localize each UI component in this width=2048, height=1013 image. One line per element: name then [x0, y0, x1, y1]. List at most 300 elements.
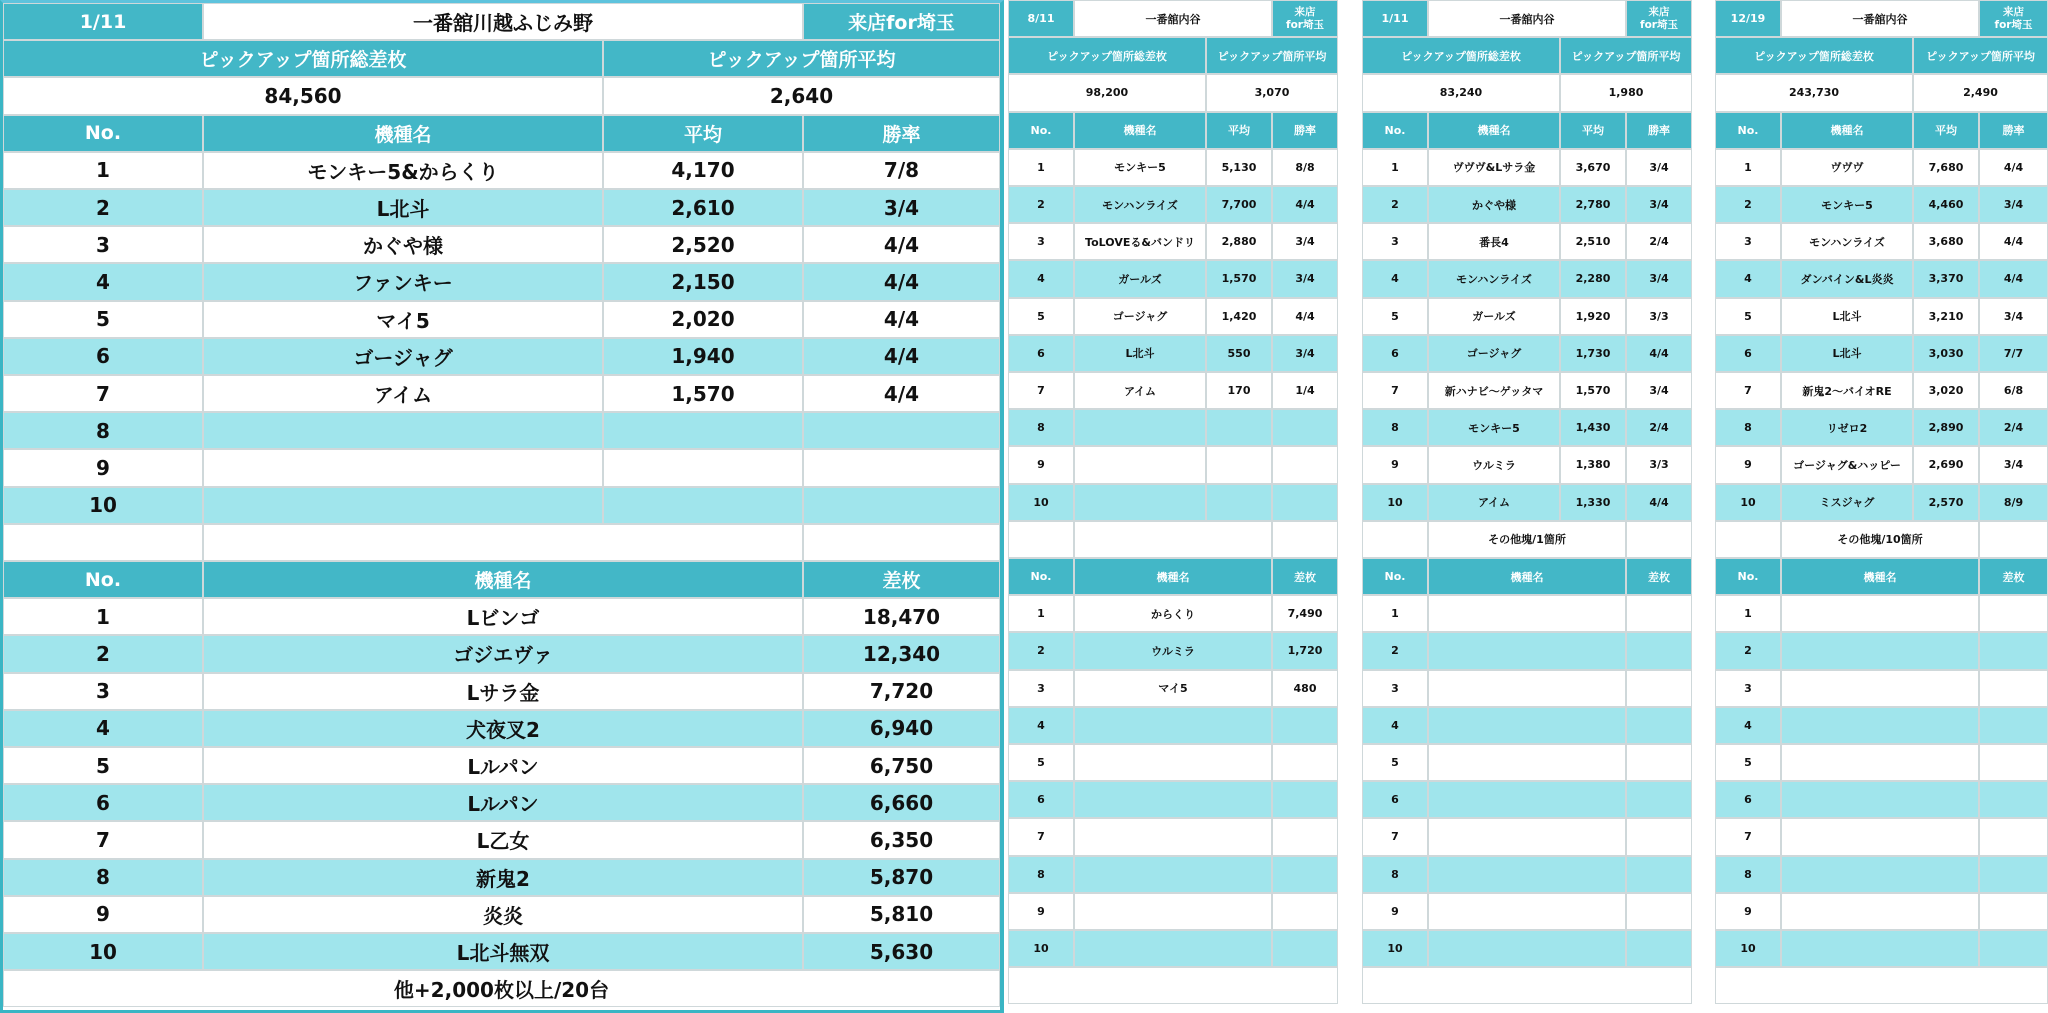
top-row-no: 9: [1362, 893, 1428, 930]
pickup-row-average: 3,030: [1913, 335, 1979, 372]
pickup-row-model: モンハンライズ: [1781, 223, 1913, 260]
pickup-header-average: 平均: [1560, 112, 1626, 149]
pickup-row-no: 2: [3, 189, 203, 226]
top-header-model: 機種名: [1074, 558, 1272, 595]
top-row-no: 6: [1362, 781, 1428, 818]
pickup-row-average: 2,020: [603, 301, 803, 338]
pickup-row-average: 1,940: [603, 338, 803, 375]
side-store-panel-3: [1715, 0, 2048, 1013]
pickup-row-no: 2: [1362, 186, 1428, 223]
top-row-diff: [1626, 670, 1692, 707]
pickup-row-model: リゼロ2: [1781, 409, 1913, 446]
top-row-no: 6: [1008, 781, 1074, 818]
pickup-row-average: 2,570: [1913, 484, 1979, 521]
top-row-diff: 18,470: [803, 598, 1000, 635]
pickup-row-model: 新鬼2～バイオRE: [1781, 372, 1913, 409]
top-header-diff: 差枚: [1272, 558, 1338, 595]
top-row-no: 10: [3, 933, 203, 970]
pickup-row-no: 4: [3, 263, 203, 300]
pickup-row-model: モンキー5: [1074, 149, 1206, 186]
top-row-model: [1074, 781, 1272, 818]
spacer-cell: [1626, 521, 1692, 558]
top-row-diff: [1626, 595, 1692, 632]
pickup-row-model: マイ5: [203, 301, 603, 338]
pickup-row-no: 4: [1008, 260, 1074, 297]
pickup-row-winrate: [1272, 446, 1338, 483]
top-header-diff: 差枚: [803, 561, 1000, 598]
top-header-model: 機種名: [1781, 558, 1979, 595]
footer-note: 他+2,000枚以上/20台: [3, 970, 1000, 1007]
pickup-header-no: No.: [3, 115, 203, 152]
pickup-row-average: 550: [1206, 335, 1272, 372]
summary-avg-header: ピックアップ箇所平均: [1913, 37, 2048, 74]
pickup-header-no: No.: [1008, 112, 1074, 149]
pickup-row-no: 10: [1362, 484, 1428, 521]
pickup-row-average: 2,780: [1560, 186, 1626, 223]
other-note: [1074, 521, 1272, 558]
top-row-model: [1074, 818, 1272, 855]
pickup-row-no: 10: [1008, 484, 1074, 521]
pickup-row-no: 5: [3, 301, 203, 338]
pickup-row-average: [603, 449, 803, 486]
pickup-row-winrate: 8/8: [1272, 149, 1338, 186]
top-row-model: 新鬼2: [203, 859, 803, 896]
top-row-diff: 7,490: [1272, 595, 1338, 632]
pickup-row-winrate: 7/8: [803, 152, 1000, 189]
top-row-diff: [1626, 744, 1692, 781]
pickup-row-winrate: 3/3: [1626, 298, 1692, 335]
top-row-no: 1: [1008, 595, 1074, 632]
top-row-model: [1428, 856, 1626, 893]
pickup-row-model: ガールズ: [1074, 260, 1206, 297]
top-row-diff: [1979, 818, 2048, 855]
pickup-row-no: 3: [1008, 223, 1074, 260]
top-row-no: 5: [3, 747, 203, 784]
spacer-cell: [1979, 521, 2048, 558]
pickup-row-model: ウルミラ: [1428, 446, 1560, 483]
top-row-diff: 5,810: [803, 896, 1000, 933]
pickup-row-model: [1074, 484, 1206, 521]
pickup-row-no: 3: [3, 226, 203, 263]
top-row-model: L北斗無双: [203, 933, 803, 970]
pickup-row-average: 7,700: [1206, 186, 1272, 223]
top-row-no: 10: [1715, 930, 1781, 967]
pickup-row-no: 9: [1715, 446, 1781, 483]
pickup-row-average: 2,150: [603, 263, 803, 300]
pickup-row-model: ゴージャグ&ハッピー: [1781, 446, 1913, 483]
pickup-row-average: 3,210: [1913, 298, 1979, 335]
pickup-row-average: 1,570: [603, 375, 803, 412]
top-header-model: 機種名: [203, 561, 803, 598]
top-row-no: 7: [1715, 818, 1781, 855]
top-row-no: 6: [1715, 781, 1781, 818]
top-row-model: 炎炎: [203, 896, 803, 933]
top-row-no: 8: [1362, 856, 1428, 893]
top-row-no: 4: [1362, 707, 1428, 744]
top-row-model: [1781, 595, 1979, 632]
pickup-row-model: モンキー5: [1781, 186, 1913, 223]
top-header-no: No.: [3, 561, 203, 598]
top-row-diff: [1979, 707, 2048, 744]
top-row-diff: [1979, 595, 2048, 632]
pickup-row-no: 6: [1715, 335, 1781, 372]
top-row-model: ゴジエヴァ: [203, 635, 803, 672]
top-row-no: 2: [1362, 632, 1428, 669]
footer-empty: [1362, 967, 1692, 1004]
pickup-row-model: ファンキー: [203, 263, 603, 300]
pickup-row-model: ダンバイン&L炎炎: [1781, 260, 1913, 297]
top-row-diff: [1979, 781, 2048, 818]
side-store-panel-2: [1362, 0, 1692, 1013]
pickup-row-winrate: 3/3: [1626, 446, 1692, 483]
summary-avg-header: ピックアップ箇所平均: [1206, 37, 1338, 74]
top-row-diff: [1626, 893, 1692, 930]
top-row-model: [1428, 632, 1626, 669]
summary-total-value: 83,240: [1362, 74, 1560, 111]
top-row-diff: [1979, 744, 2048, 781]
top-row-no: 5: [1008, 744, 1074, 781]
top-row-model: Lビンゴ: [203, 598, 803, 635]
pickup-row-winrate: 3/4: [1626, 186, 1692, 223]
top-row-no: 3: [1008, 670, 1074, 707]
pickup-row-no: 8: [1715, 409, 1781, 446]
main-store-panel: [0, 0, 1004, 1013]
spacer-cell: [1008, 521, 1074, 558]
pickup-row-winrate: 4/4: [803, 301, 1000, 338]
pickup-row-winrate: 3/4: [1979, 186, 2048, 223]
pickup-header-model: 機種名: [1781, 112, 1913, 149]
visit-label: 来店for埼玉: [803, 3, 1000, 40]
pickup-row-no: 9: [1008, 446, 1074, 483]
visit-label: 来店 for埼玉: [1626, 0, 1692, 37]
top-row-model: [1781, 930, 1979, 967]
summary-total-value: 98,200: [1008, 74, 1206, 111]
pickup-row-winrate: 3/4: [1272, 260, 1338, 297]
top-row-model: Lサラ金: [203, 673, 803, 710]
top-row-model: からくり: [1074, 595, 1272, 632]
top-row-no: 3: [1715, 670, 1781, 707]
pickup-row-model: [203, 449, 603, 486]
pickup-row-model: モンハンライズ: [1074, 186, 1206, 223]
pickup-row-model: ゴージャグ: [1074, 298, 1206, 335]
pickup-row-average: 3,680: [1913, 223, 1979, 260]
pickup-row-winrate: 3/4: [1979, 298, 2048, 335]
pickup-row-winrate: [1272, 409, 1338, 446]
top-row-diff: [1272, 930, 1338, 967]
top-row-diff: [1272, 856, 1338, 893]
pickup-row-no: 7: [3, 375, 203, 412]
pickup-row-winrate: 4/4: [803, 338, 1000, 375]
pickup-row-winrate: 4/4: [1272, 186, 1338, 223]
pickup-row-average: [1206, 446, 1272, 483]
top-row-no: 1: [3, 598, 203, 635]
top-row-no: 4: [1715, 707, 1781, 744]
pickup-row-average: 2,520: [603, 226, 803, 263]
date-cell: 12/19: [1715, 0, 1781, 37]
other-note: [203, 524, 803, 561]
top-row-diff: [1979, 893, 2048, 930]
summary-avg-value: 1,980: [1560, 74, 1692, 111]
pickup-row-winrate: 4/4: [803, 263, 1000, 300]
pickup-row-no: 4: [1362, 260, 1428, 297]
top-header-model: 機種名: [1428, 558, 1626, 595]
pickup-row-model: ToLOVEる&バンドリ: [1074, 223, 1206, 260]
pickup-row-no: 6: [1362, 335, 1428, 372]
pickup-row-model: L北斗: [1781, 298, 1913, 335]
top-row-model: 犬夜叉2: [203, 710, 803, 747]
top-row-diff: 6,940: [803, 710, 1000, 747]
summary-avg-value: 2,640: [603, 77, 1000, 114]
pickup-row-average: 170: [1206, 372, 1272, 409]
pickup-row-average: 2,510: [1560, 223, 1626, 260]
pickup-row-average: 1,380: [1560, 446, 1626, 483]
pickup-row-average: [603, 412, 803, 449]
top-row-no: 2: [3, 635, 203, 672]
pickup-row-winrate: 4/4: [1272, 298, 1338, 335]
top-row-no: 9: [1715, 893, 1781, 930]
pickup-header-model: 機種名: [1074, 112, 1206, 149]
top-row-model: [1074, 744, 1272, 781]
pickup-row-model: [203, 412, 603, 449]
top-row-diff: 12,340: [803, 635, 1000, 672]
pickup-header-winrate: 勝率: [1272, 112, 1338, 149]
top-row-model: [1781, 893, 1979, 930]
top-row-diff: 5,630: [803, 933, 1000, 970]
pickup-row-winrate: 2/4: [1626, 223, 1692, 260]
summary-total-value: 84,560: [3, 77, 603, 114]
pickup-header-model: 機種名: [1428, 112, 1560, 149]
pickup-row-average: 2,890: [1913, 409, 1979, 446]
pickup-row-no: 3: [1715, 223, 1781, 260]
pickup-row-no: 5: [1362, 298, 1428, 335]
pickup-row-no: 2: [1715, 186, 1781, 223]
pickup-row-winrate: 3/4: [803, 189, 1000, 226]
top-row-model: Lルパン: [203, 784, 803, 821]
pickup-row-model: ガールズ: [1428, 298, 1560, 335]
pickup-row-no: 1: [1008, 149, 1074, 186]
top-row-no: 8: [3, 859, 203, 896]
pickup-row-winrate: 6/8: [1979, 372, 2048, 409]
footer-empty: [1715, 967, 2048, 1004]
footer-empty: [1008, 967, 1338, 1004]
pickup-row-winrate: 4/4: [1979, 149, 2048, 186]
top-row-model: [1428, 707, 1626, 744]
top-header-diff: 差枚: [1626, 558, 1692, 595]
top-row-model: マイ5: [1074, 670, 1272, 707]
spacer-cell: [1272, 521, 1338, 558]
pickup-row-no: 6: [3, 338, 203, 375]
pickup-row-model: かぐや様: [203, 226, 603, 263]
pickup-row-winrate: 3/4: [1272, 335, 1338, 372]
side-store-panel-1: [1008, 0, 1338, 1013]
date-cell: 8/11: [1008, 0, 1074, 37]
top-row-model: [1781, 632, 1979, 669]
pickup-header-no: No.: [1715, 112, 1781, 149]
spacer-cell: [3, 524, 203, 561]
top-row-diff: 7,720: [803, 673, 1000, 710]
pickup-row-winrate: 7/7: [1979, 335, 2048, 372]
pickup-header-average: 平均: [1913, 112, 1979, 149]
pickup-row-winrate: [803, 449, 1000, 486]
top-row-diff: 5,870: [803, 859, 1000, 896]
pickup-row-model: L北斗: [203, 189, 603, 226]
top-row-no: 10: [1362, 930, 1428, 967]
pickup-header-winrate: 勝率: [1626, 112, 1692, 149]
pickup-row-no: 10: [3, 487, 203, 524]
top-row-diff: 6,750: [803, 747, 1000, 784]
top-row-model: [1428, 595, 1626, 632]
top-row-no: 1: [1362, 595, 1428, 632]
pickup-row-average: 1,920: [1560, 298, 1626, 335]
top-row-no: 8: [1715, 856, 1781, 893]
top-row-no: 5: [1362, 744, 1428, 781]
pickup-row-no: 9: [3, 449, 203, 486]
date-cell: 1/11: [3, 3, 203, 40]
visit-label: 来店 for埼玉: [1979, 0, 2048, 37]
pickup-row-average: 4,170: [603, 152, 803, 189]
top-row-diff: [1272, 893, 1338, 930]
top-row-model: [1781, 670, 1979, 707]
pickup-row-no: 10: [1715, 484, 1781, 521]
pickup-row-no: 7: [1008, 372, 1074, 409]
pickup-row-average: 3,370: [1913, 260, 1979, 297]
top-row-diff: [1626, 707, 1692, 744]
pickup-row-average: [1206, 409, 1272, 446]
top-row-no: 6: [3, 784, 203, 821]
top-row-model: [1781, 781, 1979, 818]
top-row-model: L乙女: [203, 821, 803, 858]
top-row-no: 1: [1715, 595, 1781, 632]
pickup-header-no: No.: [1362, 112, 1428, 149]
top-row-model: [1074, 930, 1272, 967]
top-row-diff: [1626, 818, 1692, 855]
top-row-diff: [1979, 856, 2048, 893]
pickup-row-model: モンハンライズ: [1428, 260, 1560, 297]
store-name: 一番舘内谷: [1428, 0, 1626, 37]
pickup-row-no: 9: [1362, 446, 1428, 483]
pickup-row-model: ヴヴヴ&Lサラ金: [1428, 149, 1560, 186]
pickup-row-model: [203, 487, 603, 524]
other-note: その他塊/1箇所: [1428, 521, 1626, 558]
top-row-diff: [1626, 856, 1692, 893]
pickup-row-winrate: 8/9: [1979, 484, 2048, 521]
pickup-row-winrate: 3/4: [1626, 149, 1692, 186]
pickup-row-winrate: 3/4: [1626, 372, 1692, 409]
pickup-row-model: [1074, 446, 1206, 483]
pickup-row-no: 8: [1362, 409, 1428, 446]
summary-avg-value: 2,490: [1913, 74, 2048, 111]
spacer-cell: [1715, 521, 1781, 558]
summary-total-value: 243,730: [1715, 74, 1913, 111]
pickup-row-no: 5: [1715, 298, 1781, 335]
pickup-row-average: 2,880: [1206, 223, 1272, 260]
top-row-diff: [1979, 930, 2048, 967]
summary-avg-header: ピックアップ箇所平均: [1560, 37, 1692, 74]
top-row-no: 8: [1008, 856, 1074, 893]
other-note: その他塊/10箇所: [1781, 521, 1979, 558]
top-row-no: 4: [3, 710, 203, 747]
summary-total-header: ピックアップ箇所総差枚: [1715, 37, 1913, 74]
top-row-model: [1428, 781, 1626, 818]
pickup-row-no: 6: [1008, 335, 1074, 372]
pickup-row-average: 1,730: [1560, 335, 1626, 372]
pickup-row-no: 2: [1008, 186, 1074, 223]
spacer-cell: [1362, 521, 1428, 558]
visit-label: 来店 for埼玉: [1272, 0, 1338, 37]
top-row-diff: 480: [1272, 670, 1338, 707]
store-name: 一番舘川越ふじみ野: [203, 3, 803, 40]
top-row-no: 7: [1362, 818, 1428, 855]
pickup-row-average: 4,460: [1913, 186, 1979, 223]
pickup-row-average: 3,020: [1913, 372, 1979, 409]
pickup-row-model: ミスジャグ: [1781, 484, 1913, 521]
pickup-row-winrate: 3/4: [1272, 223, 1338, 260]
top-row-diff: 6,350: [803, 821, 1000, 858]
pickup-row-model: 新ハナビ～ゲッタマ: [1428, 372, 1560, 409]
top-row-no: 10: [1008, 930, 1074, 967]
top-row-diff: [1626, 781, 1692, 818]
top-row-diff: [1272, 744, 1338, 781]
pickup-row-average: 1,420: [1206, 298, 1272, 335]
top-row-model: ウルミラ: [1074, 632, 1272, 669]
pickup-row-average: [1206, 484, 1272, 521]
store-name: 一番舘内谷: [1074, 0, 1272, 37]
pickup-row-no: 3: [1362, 223, 1428, 260]
top-row-model: [1428, 893, 1626, 930]
pickup-row-winrate: [1272, 484, 1338, 521]
top-row-diff: [1979, 670, 2048, 707]
pickup-row-no: 1: [1362, 149, 1428, 186]
top-row-no: 4: [1008, 707, 1074, 744]
pickup-row-winrate: 4/4: [1626, 484, 1692, 521]
pickup-row-average: 2,610: [603, 189, 803, 226]
top-row-diff: [1272, 818, 1338, 855]
top-row-diff: [1626, 632, 1692, 669]
top-row-diff: 1,720: [1272, 632, 1338, 669]
pickup-row-winrate: 1/4: [1272, 372, 1338, 409]
top-row-diff: [1979, 632, 2048, 669]
pickup-row-winrate: 4/4: [1979, 223, 2048, 260]
summary-avg-value: 3,070: [1206, 74, 1338, 111]
pickup-row-average: 1,570: [1206, 260, 1272, 297]
top-row-model: [1781, 707, 1979, 744]
pickup-header-winrate: 勝率: [1979, 112, 2048, 149]
pickup-row-no: 1: [3, 152, 203, 189]
top-row-model: [1781, 818, 1979, 855]
top-row-model: [1428, 744, 1626, 781]
pickup-row-average: 1,430: [1560, 409, 1626, 446]
top-row-no: 2: [1008, 632, 1074, 669]
top-row-model: [1428, 930, 1626, 967]
top-row-no: 3: [3, 673, 203, 710]
top-row-diff: 6,660: [803, 784, 1000, 821]
top-header-diff: 差枚: [1979, 558, 2048, 595]
pickup-row-no: 5: [1008, 298, 1074, 335]
top-row-no: 3: [1362, 670, 1428, 707]
top-row-no: 5: [1715, 744, 1781, 781]
pickup-row-model: アイム: [1428, 484, 1560, 521]
store-name: 一番舘内谷: [1781, 0, 1979, 37]
top-row-model: [1074, 856, 1272, 893]
pickup-header-winrate: 勝率: [803, 115, 1000, 152]
summary-total-header: ピックアップ箇所総差枚: [1008, 37, 1206, 74]
top-row-no: 2: [1715, 632, 1781, 669]
top-row-model: [1074, 893, 1272, 930]
summary-total-header: ピックアップ箇所総差枚: [3, 40, 603, 77]
pickup-row-model: 番長4: [1428, 223, 1560, 260]
pickup-row-model: ヴヴヴ: [1781, 149, 1913, 186]
top-row-diff: [1626, 930, 1692, 967]
